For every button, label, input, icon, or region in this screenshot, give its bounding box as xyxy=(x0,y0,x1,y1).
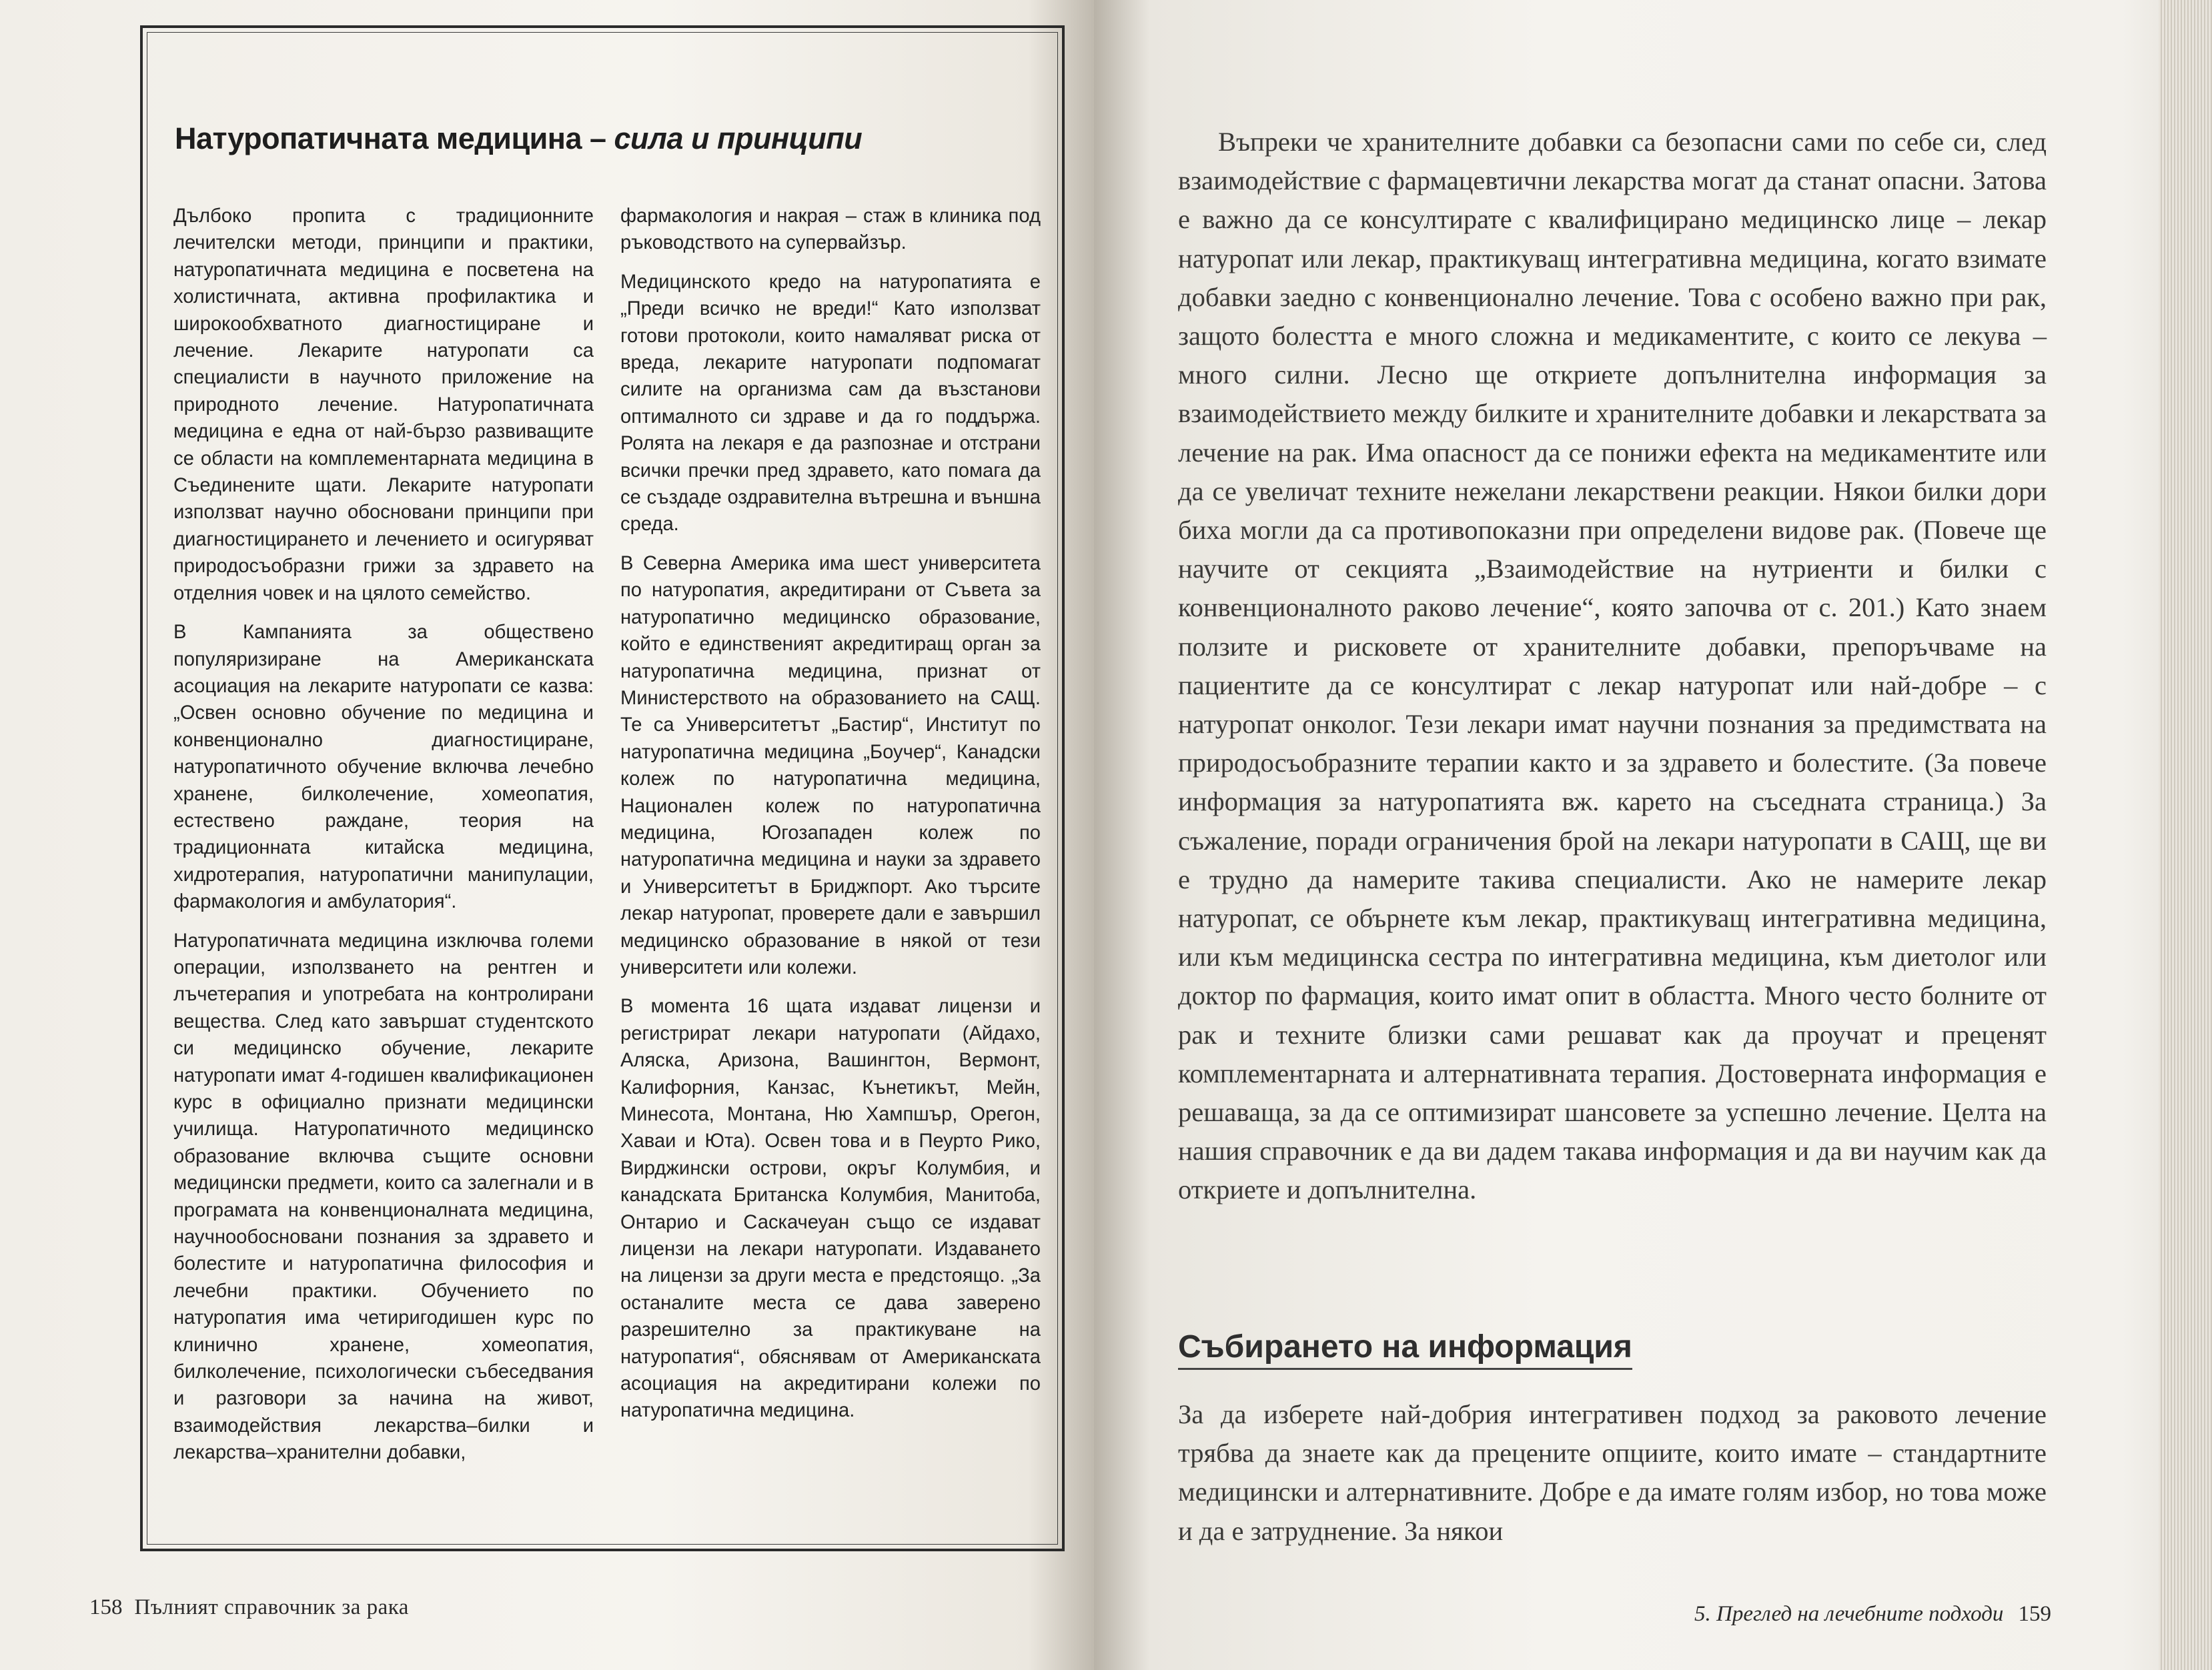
sidebar-title-italic: сила и принципи xyxy=(614,121,863,155)
page-edges xyxy=(2159,0,2212,1670)
right-folio xyxy=(1694,1602,2051,1627)
sidebar-title-main: Натуропатичната медицина – xyxy=(175,121,614,155)
body-paragraph: За да изберете най-добрия интегративен подход за раковото лечение трябва да знаете как да прецените опциите, които имате – стандартните медицински и алтернативните. Добре е да имате голям избор, но това може и да е затруднение. За някои xyxy=(1178,1399,2047,1546)
sidebar-paragraph: В Северна Америка има шест университета по натуропатия, акредитирани от Съвета за натуропатично медицинско образование, който е единственият акредитиращ орган за натуропатична медицина, признат от Министерството на образованието на САЩ. Те са Университетът „Бастир“, Институт по натуропатична медицина „Боучер“, Канадски колеж по натуропатична медицина, Национален колеж по натуропатична медицина, Югозападен колеж по натуропатична медицина и науки за здравето и Университетът в Бриджпорт. Ако търсите лекар натуропат, проверете дали е завършил медицинско образование в някой от тези университети или колежи. xyxy=(620,552,1041,978)
running-head-left: Пълният справочник за рака xyxy=(134,1595,409,1619)
sidebar-box xyxy=(140,25,1065,1551)
sidebar-paragraph: Дълбоко пропита с традиционните лечителски методи, принципи и практики, натуропатичната медицина е посветена на холистичната, активна профилактика и широкообхватното диагностициране и лечение. Лекарите натуропати са специалисти в научното приложение на природното лечение. Натуропатичната медицина е една от най-бързо развиващите се области на комплементарната медицина в Съединените щати. Лекарите натуропати използват научно обосновани принципи при диагностицирането и лечението и осигуряват природосъобразни грижи за здравето на отделния човек и на цялото семейство. xyxy=(173,205,594,604)
sidebar-paragraph: В момента 16 щата издават лицензи и регистрират лекари натуропати (Айдахо, Аляска, Аризона, Вашингтон, Вермонт, Калифорния, Канзас, Кънетикът, Мейн, Минесота, Монтана, Ню Хампшър, Орегон, Хаваи и Юта). Освен това и в Пеурто Рико, Вирджински острови, окръг Колумбия, и канадската Британска Колумбия, Манитоба, Онтарио и Саскачеуан също се издават лицензи на лекари натуропати. Издаването на лицензи за други места е предстоящо. „За останалите места се дава заверено разрешително за практикуване на натуропатия“, обяснявам от Американската асоциация на акредитирани колежи по натуропатична медицина. xyxy=(620,996,1041,1422)
body-text xyxy=(1178,123,2047,1210)
sidebar-column-1 xyxy=(173,203,594,1479)
sidebar-paragraph: В Кампанията за обществено популяризиране на Американската асоциация на лекарите натуропати се казва: „Освен основно обучение по медицина и конвенционално диагностициране, натуропатичното обучение включва лечебно хранене, билколечение, хомеопатия, естествено раждане, теория на традиционната китайска медицина, хидротерапия, натуропатични манипулации, фармакология и амбулатория“. xyxy=(173,622,594,913)
sidebar-paragraph: Натуропатичната медицина изключва големи операции, използването на рентген и лъчетерапия и употребата на контролирани вещества. След като завършат студентското си медицинско обучение, лекарите натуропати имат 4-годишен квалификационен курс в официално признати медицински училища. Натуропатичното медицинско образование включва същите основни медицински предмети, които са залегнали и в програмата на конвенционалната медицина, научнообосновани познания за здравето и болестите и натуропатична философия и лечебни практики. Обучението по натуропатия има четиригодишен курс по клинично хранене, хомеопатия, билколечение, психологически събеседвания и разговори за начина на живот, взаимодействия лекарства–билки и лекарства–хранителни добавки, xyxy=(173,930,594,1464)
section-heading: Събирането на информация xyxy=(1178,1329,1632,1370)
sidebar-title xyxy=(175,121,1029,156)
left-folio xyxy=(89,1595,409,1620)
running-head-right: 5. Преглед на лечебните подходи xyxy=(1694,1602,2004,1626)
sidebar-paragraph: фармакология и накрая – стаж в клиника под ръководството на супервайзър. xyxy=(620,205,1041,254)
left-page xyxy=(0,0,1094,1670)
page-number-right: 159 xyxy=(2018,1602,2051,1626)
body-text-2 xyxy=(1178,1395,2047,1551)
sidebar-paragraph: Медицинското кредо на натуропатията е „Преди всичко не вреди!“ Като използват готови протоколи, които намаляват риска от вреда, лекарите натуропати подпомагат силите на организма сам да възстанови оптималното си здраве и да го поддържа. Ролята на лекаря е да разпознае и отстрани всички пречки пред здравето, като помага да се създаде оздравителна вътрешна и външна среда. xyxy=(620,271,1041,536)
body-paragraph: Въпреки че хранителните добавки са безопасни сами по себе си, след взаимодействие с фармацевтични лекарства могат да станат опасни. Затова е важно да се консултирате с квалифицирано медицинско лице – лекар натуропат или лекар, практикуващ интегративна медицина, когато взимате добавки заедно с конвенционално лечение. Това с особено важно при рак, защото болестта е много сложна и медикаментите, с които се лекува – много силни. Лесно ще откриете допълнителна информация за взаимодействието между билките и хранителните добавки и лекарствата за лечение на рак. Има опасност да се понижи ефекта на медикаментите или да се увеличат техните нежелани лекарствени реакции. Някои билки дори биха могли да са противопоказни при определени видове рак. (Повече ще научите от секцията „Взаимодействие на нутриенти и билки с конвенционалното раково лечение“, която започва от с. 201.) Като знаем ползите и рисковете от хранителните добавки, препоръчваме на пациентите да се консултират с лекар натуропат или най-добре – с натуропат онколог. Тези лекари имат научни познания за предимствата на природосъобразните терапии както и за здравето и болестите. (За повече информация за натуропатията вж. карето на съседната страница.) За съжаление, поради ограничения брой на лекари натуропати в САЩ, ще ви е трудно да намерите такива специалисти. Ако не намерите лекар натуропат, се обърнете към лекар, практикуващ интегративна медицина, или към медицинска сестра по интегративна медицина, към диетолог или доктор по фармация, които имат опит в областта. Много често болните от рак и техните близки сами решават как да проучат и преценят комплементарната и алтернативната терапия. Достоверната информация е решаваща, за да се оптимизират шансовете за успешно лечение. Целта на нашия справочник е да ви дадем такава информация и да ви научим как да откриете и допълнителна. xyxy=(1178,127,2047,1205)
sidebar-column-2 xyxy=(620,203,1041,1437)
page-number-left: 158 xyxy=(89,1595,123,1619)
